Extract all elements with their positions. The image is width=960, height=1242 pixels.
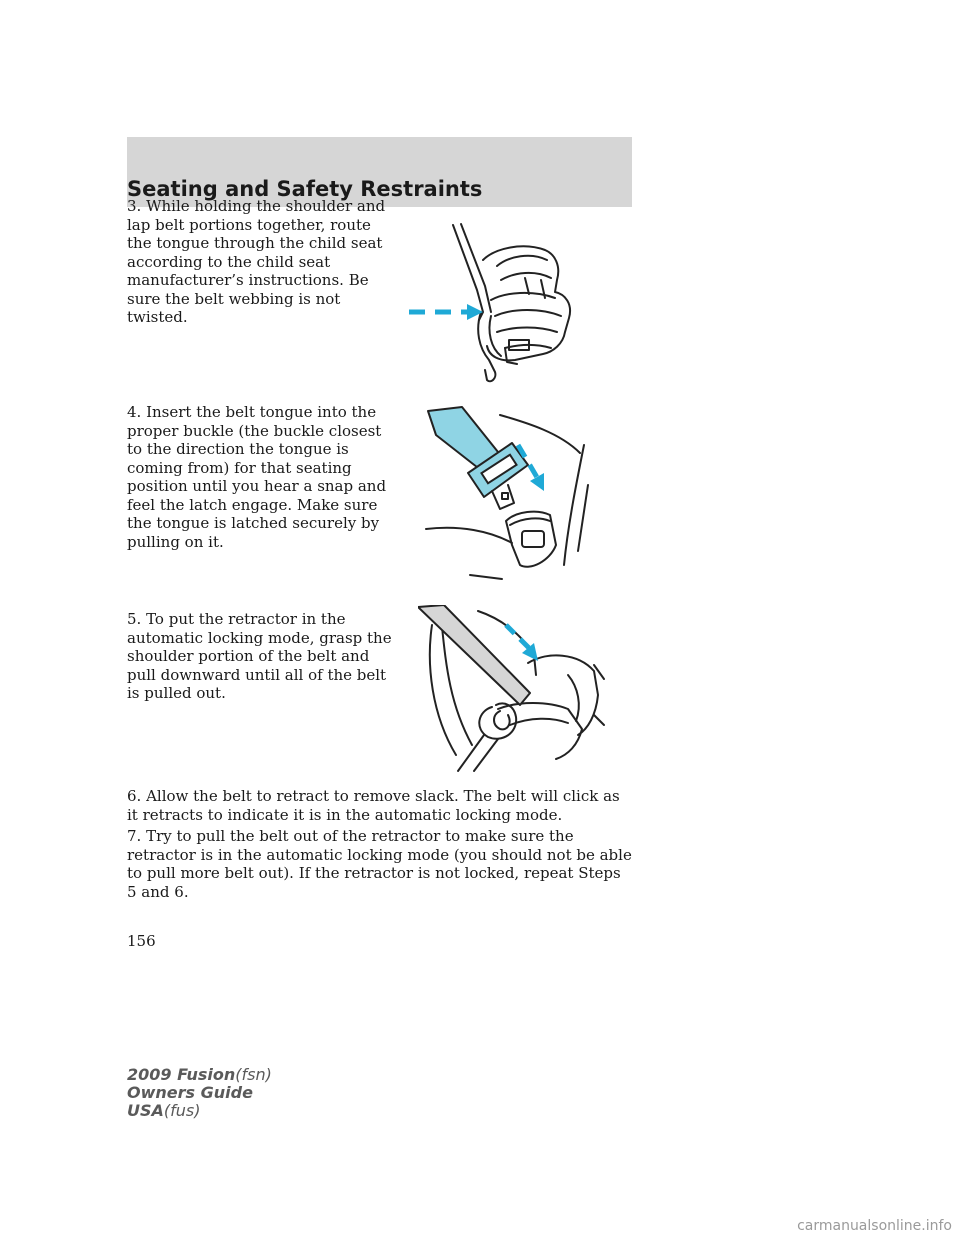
footer-line-2 bbox=[127, 1084, 272, 1102]
footer-region-code: (fus) bbox=[163, 1101, 201, 1120]
belt-tongue-buckle-illustration bbox=[420, 405, 610, 585]
footer-model-code: (fsn) bbox=[235, 1065, 272, 1084]
step-6-text: 6. Allow the belt to retract to remove slack. The belt will click as it retracts to indicate it is in the automatic locking mode. bbox=[127, 787, 620, 824]
footer-guide: Owners Guide bbox=[127, 1083, 253, 1102]
footer-line-1 bbox=[127, 1066, 272, 1084]
step-5-text: 5. To put the retractor in the automatic locking mode, grasp the shoulder portion of the belt and pull downward until all of the belt is pulled out. bbox=[127, 610, 392, 702]
footer-region: USA bbox=[127, 1101, 164, 1120]
page-number: 156 bbox=[127, 932, 156, 950]
shoulder-belt-pull-illustration bbox=[418, 605, 608, 775]
footer-model: 2009 Fusion bbox=[127, 1065, 236, 1084]
watermark: carmanualsonline.info bbox=[797, 1218, 952, 1234]
step-4-text: 4. Insert the belt tongue into the proper buckle (the buckle closest to the direction the tongue is coming from) for that seating position until you hear a snap and feel the latch engage. Make sure the tongue is latched securely by pulling on it. bbox=[127, 403, 387, 551]
child-seat-belt-routing-illustration bbox=[405, 220, 595, 390]
step-7-text: 7. Try to pull the belt out of the retractor to make sure the retractor is in the automatic locking mode (you should not be able to pull more belt out). If the retractor is not locked, repeat Steps 5 and 6. bbox=[127, 827, 632, 901]
step-3-text: 3. While holding the shoulder and lap belt portions together, route the tongue through the child seat according to the child seat manufacturer’s instructions. Be sure the belt webbing is not twisted. bbox=[127, 197, 386, 326]
footer bbox=[127, 1066, 272, 1120]
section-title: Seating and Safety Restraints bbox=[127, 177, 483, 201]
footer-line-3 bbox=[127, 1102, 272, 1120]
